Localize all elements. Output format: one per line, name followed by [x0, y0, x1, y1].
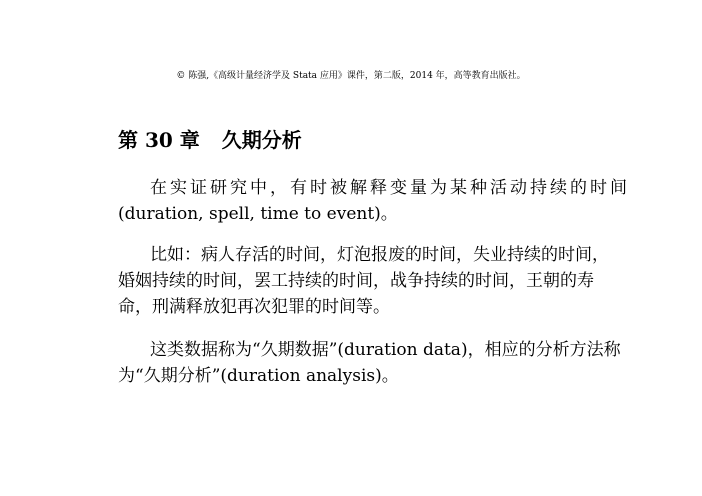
paragraph-line: 在实证研究中，有时被解释变量为某种活动持续的时间: [150, 178, 630, 198]
paragraph-line: 比如：病人存活的时间，灯泡报废的时间，失业持续的时间，: [150, 245, 609, 265]
paragraph-line: (duration, spell, time to event)。: [118, 204, 398, 224]
paragraph-definition: [118, 337, 638, 389]
paragraph-intro: [118, 175, 638, 227]
paragraph-line: 命，刑满释放犯再次犯罪的时间等。: [118, 297, 390, 317]
paragraph-line: 婚姻持续的时间，罢工持续的时间，战争持续的时间，王朝的寿: [118, 271, 594, 291]
chapter-name: 久期分析: [221, 128, 302, 152]
paragraph-examples: [118, 242, 638, 320]
chapter-title: [118, 126, 302, 154]
paragraph-line: 这类数据称为“久期数据”(duration data)，相应的分析方法称: [150, 340, 621, 360]
copyright-note: © 陈强,《高级计量经济学及 Stata 应用》课件，第二版，2014 年，高等教育出版社。: [176, 71, 526, 81]
chapter-number: 第 30 章: [118, 128, 200, 152]
paragraph-line: 为“久期分析”(duration analysis)。: [118, 366, 399, 386]
